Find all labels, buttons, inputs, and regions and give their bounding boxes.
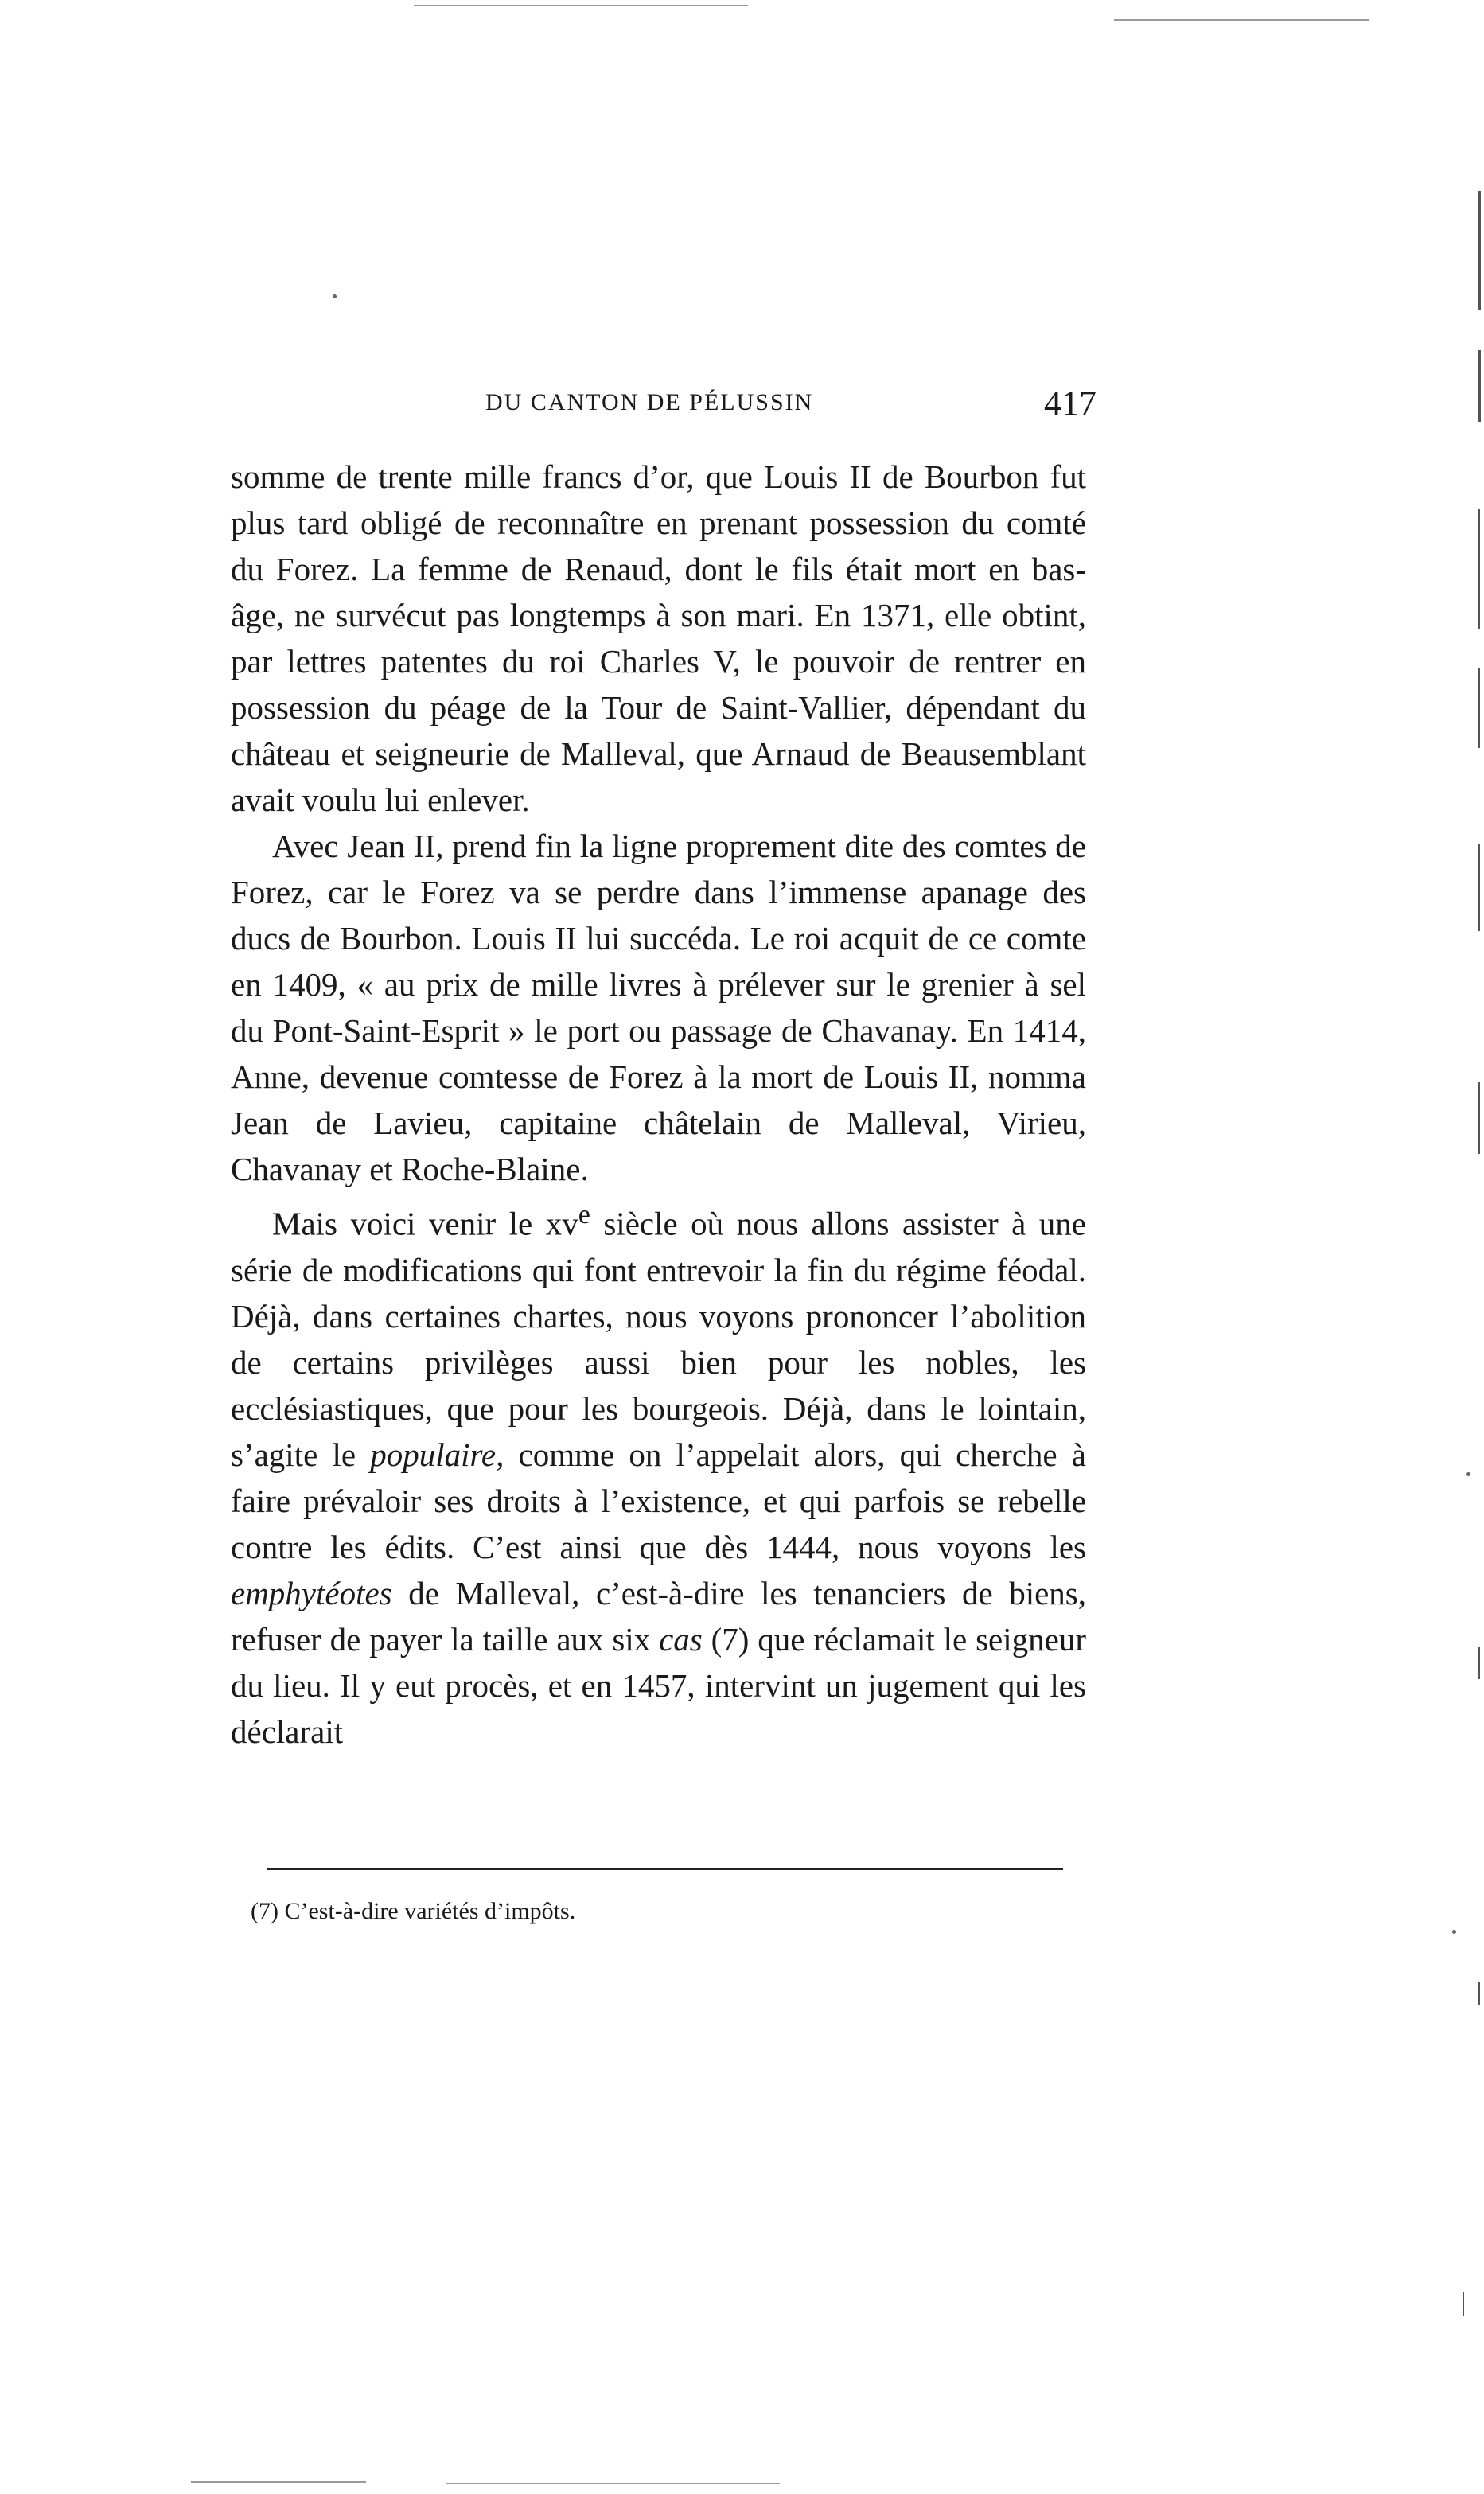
scan-edge-dash xyxy=(1114,19,1369,21)
margin-scan-mark xyxy=(1478,668,1480,748)
superscript: e xyxy=(578,1200,590,1229)
scan-edge-dash xyxy=(191,2481,366,2483)
text-run: Avec Jean II, prend fin la ligne proprement dite des comtes de Forez, car le Forez va se perdre dans l’immense apanage des ducs de Bourbon. Louis II lui succéda. Le roi acquit de ce comte en 1409, « au prix de mille livres à prélever sur le grenier à sel du Pont-Saint-Esprit » le port ou passage de Chavanay. En 1414, Anne, devenue comtesse de Forez à la mort de Louis II, nomma Jean de Lavieu, capitaine châtelain de Malleval, Virieu, Chavanay et Roche-Blaine. xyxy=(231,828,1086,1187)
paragraph-3 xyxy=(231,1192,1086,1755)
margin-scan-mark xyxy=(1478,191,1481,310)
text-run: somme de trente mille francs d’or, que Louis II de Bourbon fut plus tard obligé de reconnaître en prenant possession du comté du Forez. La femme de Renaud, dont le fils était mort en bas-âge, ne survécut pas longtemps à son mari. En 1371, elle obtint, par lettres patentes du roi Charles V, le pouvoir de rentrer en possession du péage de la Tour de Saint-Vallier, dépendant du château et seigneurie de Malleval, que Arnaud de Beausemblant avait voulu lui enlever. xyxy=(231,458,1086,818)
italic-term: cas xyxy=(659,1620,703,1658)
text-run: Mais voici venir le xv xyxy=(272,1205,578,1242)
running-title: DU CANTON DE PÉLUSSIN xyxy=(485,389,814,415)
italic-term: emphytéotes xyxy=(231,1574,392,1611)
scan-edge-dash xyxy=(414,5,748,6)
margin-scan-mark xyxy=(1478,1982,1480,2005)
text-run: de Malleval, c’est-à-dire les tenanciers de biens, refuser de payer la taille aux six xyxy=(231,1574,1086,1658)
scan-dot xyxy=(333,294,337,298)
scan-edge-dash xyxy=(446,2483,780,2484)
italic-term: populaire, xyxy=(370,1436,504,1473)
margin-scan-mark xyxy=(1478,350,1481,422)
paragraph-1 xyxy=(231,454,1086,823)
footnote-rule xyxy=(267,1868,1063,1870)
scan-dot xyxy=(1466,1472,1470,1476)
margin-scan-mark xyxy=(1478,1082,1480,1154)
text-run: comme on l’appelait alors, qui cherche à faire prévaloir ses droits à l’existence, et qui parfois se rebelle contre les édits. C’est ainsi que dès 1444, nous voyons les xyxy=(231,1436,1086,1565)
margin-scan-mark xyxy=(1478,509,1480,629)
margin-scan-mark xyxy=(1463,2292,1464,2316)
text-run: (7) que réclamait le seigneur du lieu. Il y eut procès, et en 1457, intervint un jugement qui les déclarait xyxy=(231,1620,1086,1750)
paragraph-2 xyxy=(231,823,1086,1192)
text-run: siècle où nous allons assister à une série de modifications qui font entrevoir la fin du régime féodal. Déjà, dans certaines chartes, nous voyons prononcer l’abolition de certains privilèges aussi bien pour les nobles, les ecclésiastiques, que pour les bourgeois. Déjà, dans le lointain, s’agite le xyxy=(231,1205,1086,1473)
footnote: (7) C’est-à-dire variétés d’impôts. xyxy=(251,1898,576,1924)
body-text xyxy=(231,454,1086,1755)
running-head xyxy=(231,378,1106,442)
scan-dot xyxy=(1452,1930,1456,1934)
page-number: 417 xyxy=(1044,384,1096,423)
margin-scan-mark xyxy=(1478,1647,1480,1679)
margin-scan-mark xyxy=(1478,844,1480,931)
